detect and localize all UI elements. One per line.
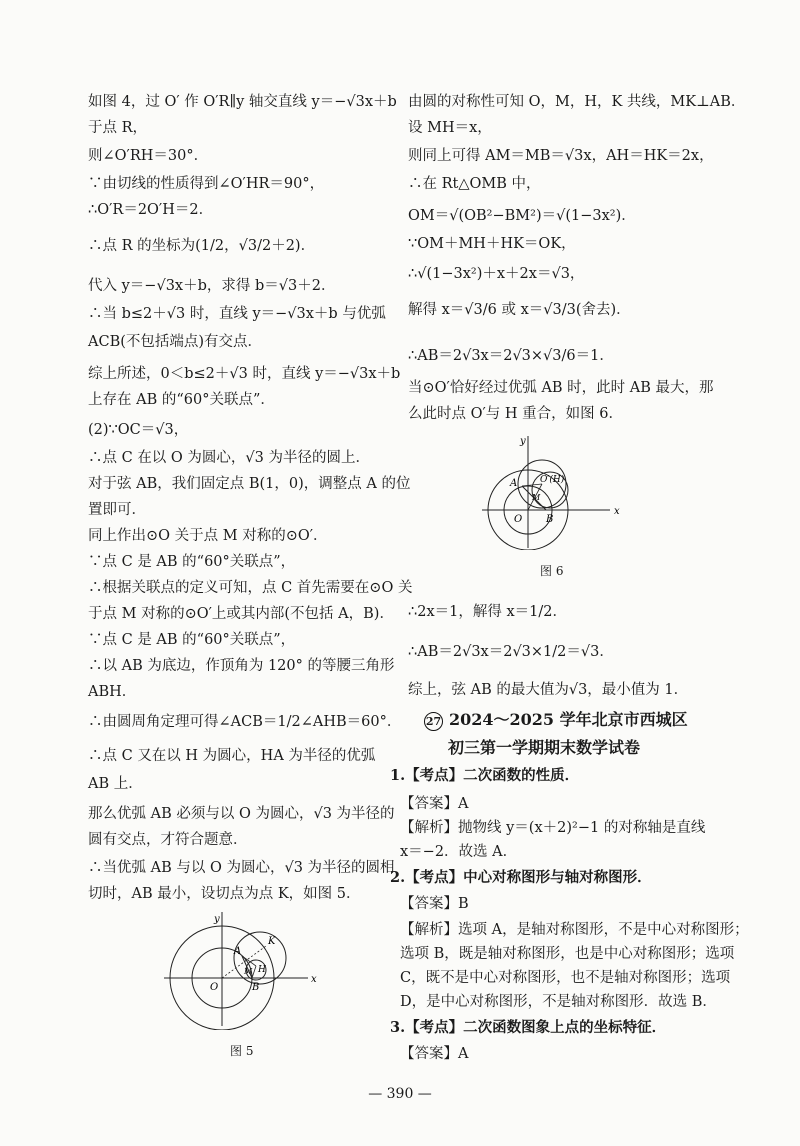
text-line: ∴AB＝2√3x＝2√3×1/2＝√3． [408,644,614,660]
text-line: 么此时点 O′与 H 重合，如图 6． [408,406,623,422]
text-line: ∴当 b≤2＋√3 时，直线 y＝−√3x＋b 与优弧 [88,306,386,322]
section-number: 27 [424,712,443,731]
text-line: 那么优弧 AB 必须与以 O 为圆心，√3 为半径的 [88,806,395,822]
text-line: ∴由圆周角定理可得∠ACB＝1/2∠AHB＝60°． [88,714,402,730]
text-line: 圆有交点，才符合题意． [88,832,248,848]
text-line: ∵OM＋MH＋HK＝OK， [408,236,576,252]
answer-line: 【解析】抛物线 y＝(x＋2)²−1 的对称轴是直线 [400,820,706,836]
segment-ah [522,484,542,486]
answer-line: 【答案】B [400,896,469,912]
answer-line: x＝−2．故选 A． [400,844,518,860]
label-x: x [614,506,620,517]
text-line: 综上所述，0＜b≤2＋√3 时，直线 y＝−√3x＋b [88,366,401,382]
text-line: ∴2x＝1，解得 x＝1/2． [408,604,567,620]
text-line: ∴点 C 在以 O 为圆心，√3 为半径的圆上． [88,450,370,466]
page-number: — 390 — [368,1086,432,1102]
text-line: ∴根据关联点的定义可知，点 C 首先需要在⊙O 关 [88,580,413,596]
text-line: (2)∵OC＝√3， [88,422,189,438]
answer-line: 【答案】A [400,796,469,812]
text-line: ACB(不包括端点)有交点． [88,334,263,350]
text-line: 同上作出⊙O 关于点 M 对称的⊙O′． [88,528,328,544]
text-line: ∵点 C 是 AB 的“60°关联点”， [88,554,296,570]
text-line: 设 MH＝x， [408,120,492,136]
text-line: AB 上． [88,776,143,792]
text-line: OM＝√(OB²−BM²)＝√(1−3x²)． [408,208,636,224]
text-line: ∵点 C 是 AB 的“60°关联点”， [88,632,296,648]
section-title-line-2: 初三第一学期期末数学试卷 [448,738,641,757]
text-line: 对于弦 AB，我们固定点 B(1，0)，调整点 A 的位 [88,476,411,492]
answer-line: 【答案】A [400,1046,469,1062]
answer-line: D，是中心对称图形，不是轴对称图形．故选 B． [400,994,717,1010]
text-line: 当⊙O′恰好经过优弧 AB 时，此时 AB 最大，那 [408,380,714,396]
text-line: 于点 R， [88,120,148,136]
text-line: 则∠O′RH＝30°． [88,148,209,164]
answer-line: 3.【考点】二次函数图象上点的坐标特征． [390,1019,667,1036]
label-m: M [532,493,541,502]
text-line: 置即可． [88,502,146,518]
label-x: x [311,974,317,985]
text-line: 则同上可得 AM＝MB＝√3x，AH＝HK＝2x， [408,148,714,164]
label-m: M [244,967,253,976]
figure-6-caption: 图 6 [540,564,564,578]
text-line: ∴O′R＝2O′H＝2． [88,202,214,218]
circle-h [234,932,286,984]
label-o: O [514,514,523,525]
label-o: O [210,982,219,993]
answer-line: 2.【考点】中心对称图形与轴对称图形． [390,869,652,886]
label-h: H [258,965,266,975]
text-line: 由圆的对称性可知 O，M，H，K 共线，MK⊥AB． [408,94,746,110]
figure-5-caption: 图 5 [230,1044,254,1058]
text-line: 如图 4，过 O′ 作 O′R∥y 轴交直线 y＝−√3x＋b [88,94,397,110]
label-k: K [268,936,276,947]
figure-6 [480,430,630,550]
text-line: 上存在 AB 的“60°关联点”． [88,392,275,408]
text-line: 于点 M 对称的⊙O′上或其内部(不包括 A，B)． [88,606,394,622]
label-b: B [252,982,260,993]
label-o-prime-h: O′(H) [540,475,565,485]
text-line: ∴以 AB 为底边，作顶角为 120° 的等腰三角形 [88,658,395,674]
answer-line: 1.【考点】二次函数的性质． [390,767,580,784]
text-line: 切时，AB 最小，设切点为点 K，如图 5． [88,886,361,902]
text-line: ∴在 Rt△OMB 中， [408,176,541,192]
label-y: y [214,914,220,925]
label-y: y [520,436,526,447]
label-a: A [234,946,242,957]
answer-line: 【解析】选项 A，是轴对称图形，不是中心对称图形； [400,922,749,938]
text-line: 解得 x＝√3/6 或 x＝√3/3(舍去)． [408,302,631,318]
text-line: ∴当优弧 AB 与以 O 为圆心，√3 为半径的圆相 [88,860,395,876]
text-line: ∴AB＝2√3x＝2√3×√3/6＝1． [408,348,614,364]
section-title-line-1: 27 2024～2025 学年北京市西城区 [425,710,688,729]
text-line: ∴点 C 又在以 H 为圆心，HA 为半径的优弧 [88,748,376,764]
text-line: ∵由切线的性质得到∠O′HR＝90°， [88,176,325,192]
label-a: A [510,478,518,489]
segment-bh [252,966,256,978]
label-b: B [546,514,554,525]
answer-line: C，既不是中心对称图形，也不是轴对称图形；选项 [400,970,731,986]
answer-line: 选项 B，既是轴对称图形，也是中心对称图形；选项 [400,946,735,962]
text-line: 综上，弦 AB 的最大值为√3，最小值为 1． [408,682,689,698]
text-line: ∴点 R 的坐标为(1/2，√3/2＋2)． [88,238,316,254]
figure-5 [158,908,328,1030]
text-line: 代入 y＝−√3x＋b，求得 b＝√3＋2． [88,278,336,294]
text-line: ∴√(1−3x²)＋x＋2x＝√3， [408,266,585,282]
text-line: ABH． [88,684,137,700]
